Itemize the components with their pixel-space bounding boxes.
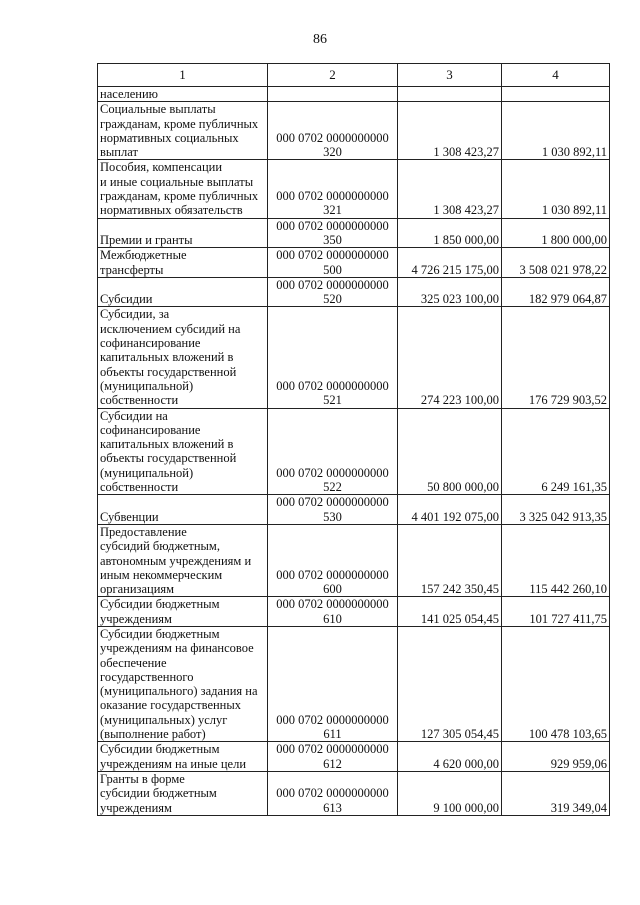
column-header: 2 (268, 64, 398, 87)
row-name: Субсидии бюджетным учреждениям на финансовое обеспечение государственного (муниципального) задания на оказание государственных (муниципальных) услуг (выполнение работ) (98, 626, 268, 741)
column-header: 4 (502, 64, 610, 87)
row-code: 000 0702 0000000000 520 (268, 277, 398, 307)
row-value-col3: 4 401 192 075,00 (398, 495, 502, 525)
row-name: Пособия, компенсации и иные социальные выплаты гражданам, кроме публичных нормативных обязательств (98, 160, 268, 218)
row-value-col4: 6 249 161,35 (502, 408, 610, 495)
table-row (98, 771, 610, 815)
row-value-col4: 176 729 903,52 (502, 307, 610, 408)
table-row (98, 626, 610, 741)
row-value-col3: 50 800 000,00 (398, 408, 502, 495)
row-code: 000 0702 0000000000 321 (268, 160, 398, 218)
row-value-col3: 157 242 350,45 (398, 524, 502, 596)
row-value-col4: 115 442 260,10 (502, 524, 610, 596)
row-value-col4: 929 959,06 (502, 742, 610, 772)
row-code: 000 0702 0000000000 350 (268, 218, 398, 248)
row-name: Субсидии (98, 277, 268, 307)
row-code: 000 0702 0000000000 610 (268, 597, 398, 627)
table-row (98, 408, 610, 495)
table-row (98, 524, 610, 596)
row-code: 000 0702 0000000000 611 (268, 626, 398, 741)
row-value-col4: 182 979 064,87 (502, 277, 610, 307)
table-header-row (98, 64, 610, 87)
row-name: Субвенции (98, 495, 268, 525)
table-row (98, 248, 610, 278)
column-header: 3 (398, 64, 502, 87)
row-name: Субсидии на софинансирование капитальных вложений в объекты государственной (муниципальной) собственности (98, 408, 268, 495)
table-row (98, 160, 610, 218)
row-value-col4: 3 325 042 913,35 (502, 495, 610, 525)
row-value-col3: 4 620 000,00 (398, 742, 502, 772)
page-number: 86 (313, 32, 327, 47)
table-row (98, 277, 610, 307)
row-name: Субсидии бюджетным учреждениям (98, 597, 268, 627)
row-name: Субсидии, за исключением субсидий на софинансирование капитальных вложений в объекты государственной (муниципальной) собственности (98, 307, 268, 408)
row-name: Социальные выплаты гражданам, кроме публичных нормативных социальных выплат (98, 102, 268, 160)
row-value-col4: 3 508 021 978,22 (502, 248, 610, 278)
table-row (98, 87, 610, 102)
row-name: Премии и гранты (98, 218, 268, 248)
row-code: 000 0702 0000000000 320 (268, 102, 398, 160)
row-code: 000 0702 0000000000 522 (268, 408, 398, 495)
row-code: 000 0702 0000000000 521 (268, 307, 398, 408)
row-value-col4: 319 349,04 (502, 771, 610, 815)
table-row (98, 742, 610, 772)
row-value-col3: 325 023 100,00 (398, 277, 502, 307)
row-value-col4: 1 030 892,11 (502, 102, 610, 160)
row-code: 000 0702 0000000000 530 (268, 495, 398, 525)
row-value-col4: 1 800 000,00 (502, 218, 610, 248)
row-name: Предоставление субсидий бюджетным, автономным учреждениям и иным некоммерческим организациям (98, 524, 268, 596)
row-value-col3: 1 850 000,00 (398, 218, 502, 248)
row-value-col3: 4 726 215 175,00 (398, 248, 502, 278)
table-row (98, 495, 610, 525)
table-row (98, 102, 610, 160)
row-value-col3: 9 100 000,00 (398, 771, 502, 815)
row-value-col3: 141 025 054,45 (398, 597, 502, 627)
table-row (98, 597, 610, 627)
row-value-col3: 1 308 423,27 (398, 160, 502, 218)
row-value-col4: 100 478 103,65 (502, 626, 610, 741)
row-value-col4 (502, 87, 610, 102)
row-code: 000 0702 0000000000 500 (268, 248, 398, 278)
budget-table (97, 63, 610, 816)
row-code: 000 0702 0000000000 613 (268, 771, 398, 815)
row-value-col3 (398, 87, 502, 102)
table-row (98, 307, 610, 408)
table-row (98, 218, 610, 248)
column-header: 1 (98, 64, 268, 87)
row-code (268, 87, 398, 102)
row-code: 000 0702 0000000000 600 (268, 524, 398, 596)
row-name: Межбюджетные трансферты (98, 248, 268, 278)
row-value-col3: 274 223 100,00 (398, 307, 502, 408)
row-value-col4: 1 030 892,11 (502, 160, 610, 218)
row-name: Гранты в форме субсидии бюджетным учреждениям (98, 771, 268, 815)
row-value-col4: 101 727 411,75 (502, 597, 610, 627)
row-value-col3: 1 308 423,27 (398, 102, 502, 160)
row-value-col3: 127 305 054,45 (398, 626, 502, 741)
row-name: населению (98, 87, 268, 102)
row-name: Субсидии бюджетным учреждениям на иные цели (98, 742, 268, 772)
row-code: 000 0702 0000000000 612 (268, 742, 398, 772)
